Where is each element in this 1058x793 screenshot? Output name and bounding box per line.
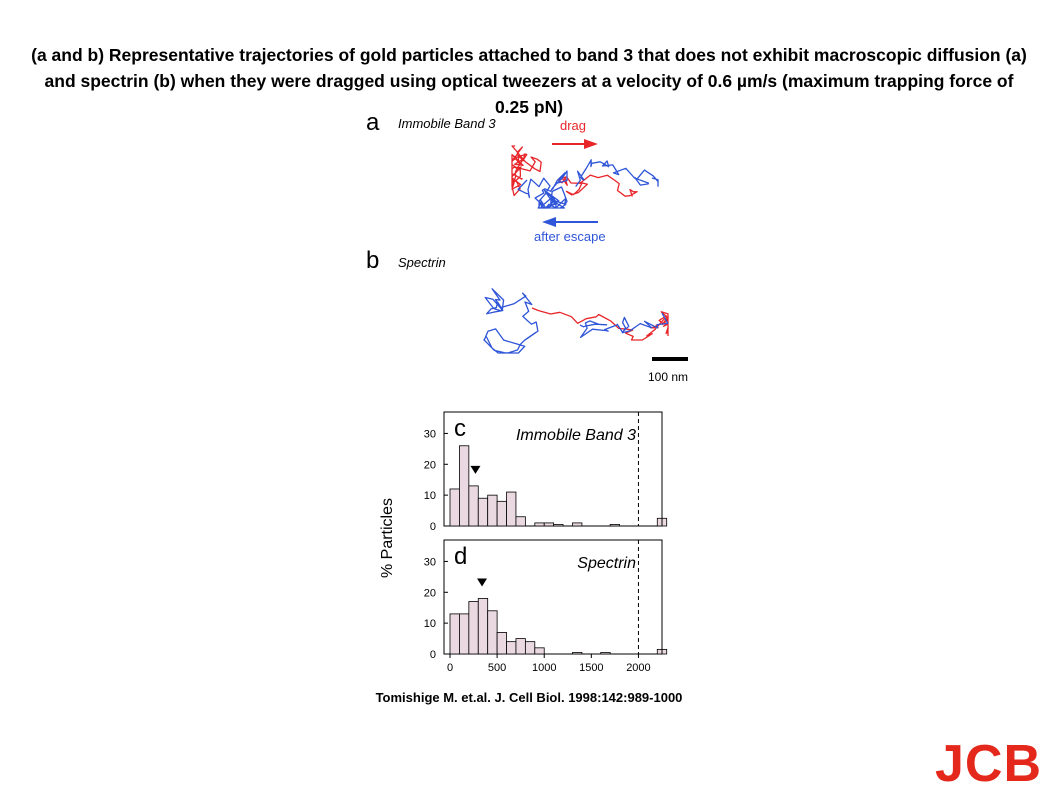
drag-label: drag <box>560 118 587 133</box>
panel-a-label: Immobile Band 3 <box>398 116 496 131</box>
hist-bar <box>450 614 459 654</box>
hist-bar <box>610 524 619 526</box>
trajectory-a-drag-core <box>512 146 541 196</box>
hist-bar <box>450 489 459 526</box>
journal-logo: JCB <box>934 735 1042 793</box>
drag-arrowhead <box>584 139 598 149</box>
hist-bar <box>459 446 468 526</box>
y-tick-label: 20 <box>423 587 436 600</box>
mean-marker <box>470 466 480 474</box>
y-tick-label: 0 <box>429 649 436 661</box>
hist-bar <box>554 524 563 526</box>
hist-bar <box>488 611 497 654</box>
figure-title: (a and b) Representative trajectories of gold particles attached to band 3 that does not exhibit macroscopic diffusion (a) and spectrin (b) when they were dragged using optical tweezers at a velocity of 0.6 µm/s (maximum trapping force of 0.25 pN) <box>31 45 1027 117</box>
figure-svg <box>362 108 692 678</box>
y-axis-label: % Particles <box>379 497 396 579</box>
hist-bar <box>488 495 497 526</box>
trajectory-a <box>512 146 658 208</box>
panel-title: Spectrin <box>577 555 636 572</box>
hist-bar <box>507 642 516 654</box>
panel-a <box>366 109 658 244</box>
scale-bar <box>652 357 688 361</box>
panel-title: Immobile Band 3 <box>515 427 636 444</box>
x-tick-label: 1500 <box>579 662 604 674</box>
hist-bar <box>572 652 581 654</box>
hist-bar <box>572 523 581 526</box>
panel-b <box>366 247 688 384</box>
panel-letter: d <box>454 543 468 570</box>
hist-bar <box>478 598 487 654</box>
x-tick-label: 2000 <box>626 662 651 674</box>
hist-bar <box>459 614 468 654</box>
x-tick-label: 1000 <box>531 662 557 674</box>
mean-marker <box>477 578 487 586</box>
hist-bar <box>516 639 525 654</box>
hist-bar <box>497 501 506 526</box>
y-tick-label: 10 <box>423 618 436 631</box>
trajectory-b-escape <box>580 313 668 337</box>
hist-bar <box>507 492 516 526</box>
hist-bar <box>535 648 544 654</box>
y-tick-label: 30 <box>423 556 436 569</box>
y-tick-label: 10 <box>423 490 436 503</box>
trajectory-b <box>484 289 668 353</box>
x-tick-label: 0 <box>446 662 454 674</box>
hist-bar <box>478 498 487 526</box>
escape-arrowhead <box>542 217 556 227</box>
y-tick-label: 0 <box>429 521 436 533</box>
panel-b-label: Spectrin <box>398 255 446 270</box>
trajectory-b-escape-core <box>484 289 538 353</box>
trajectory-a-escape-core <box>518 171 567 208</box>
hist-bar <box>601 652 610 654</box>
hist-bar <box>516 517 525 526</box>
panel-b-letter: b <box>366 247 380 274</box>
hist-bar <box>544 523 553 526</box>
y-tick-label: 20 <box>423 459 436 472</box>
figure <box>362 108 692 678</box>
hist-bar <box>469 602 478 654</box>
scale-label: 100 nm <box>648 370 689 384</box>
hist-bar <box>469 486 478 526</box>
x-tick-label: 500 <box>487 662 507 674</box>
escape-label: after escape <box>534 229 606 244</box>
panel-letter: c <box>454 415 466 442</box>
trajectory-a-drag <box>558 175 637 196</box>
panel-a-letter: a <box>366 109 380 136</box>
histogram-c <box>424 412 667 533</box>
hist-bar <box>497 632 506 654</box>
y-tick-label: 30 <box>423 428 436 441</box>
citation: Tomishige M. et.al. J. Cell Biol. 1998:142:989-1000 <box>375 690 683 705</box>
histogram-d <box>424 540 667 674</box>
hist-bar <box>535 523 544 526</box>
hist-bar <box>525 642 534 654</box>
